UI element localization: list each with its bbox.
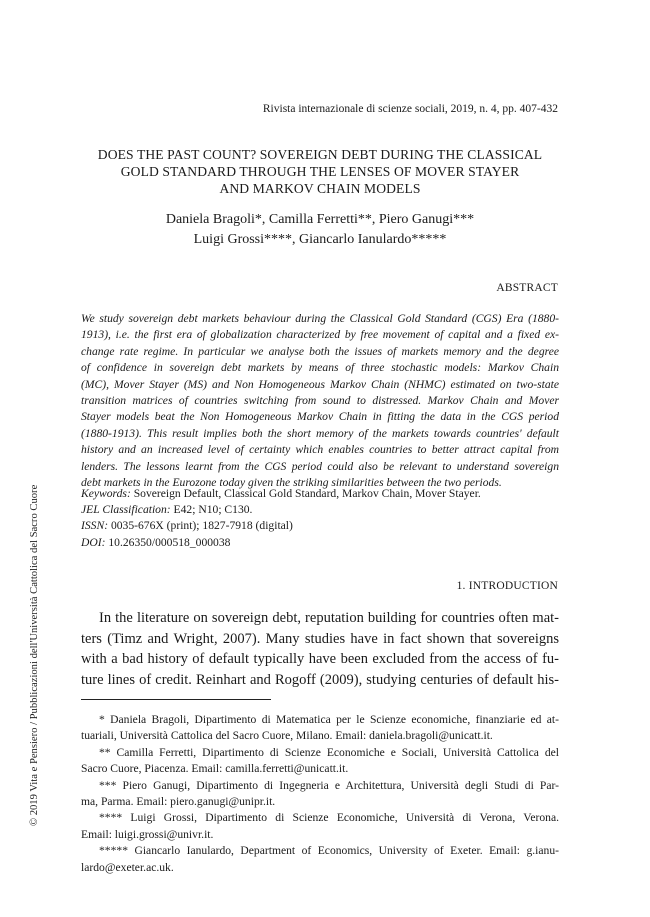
footnote-line: ***** Giancarlo Ianulardo, Department of Economics, University of Exeter. Email: g.ianu- bbox=[99, 844, 559, 858]
section-heading: 1. INTRODUCTION bbox=[456, 580, 558, 592]
paper-metadata bbox=[81, 486, 481, 551]
author-list bbox=[80, 210, 560, 250]
jel-label: JEL Classification: bbox=[81, 503, 171, 517]
footnote-line: Sacro Cuore, Piacenza. Email: camilla.ferretti@unicatt.it. bbox=[81, 762, 349, 776]
abstract-line: of confidence in sovereign debt markets by means of three stochastic models: Markov Chain bbox=[81, 361, 559, 375]
doi-label: DOI: bbox=[81, 535, 106, 549]
keywords-line bbox=[81, 486, 481, 502]
paper-title bbox=[80, 146, 560, 197]
footnote-line: * Daniela Bragoli, Dipartimento di Matematica per le Scienze economiche, finanziarie ed at- bbox=[99, 713, 559, 726]
abstract-heading: ABSTRACT bbox=[496, 282, 558, 294]
journal-citation: Rivista internazionale di scienze sociali, 2019, n. 4, pp. 407-432 bbox=[262, 103, 558, 115]
issn-value: 0035-676X (print); 1827-7918 (digital) bbox=[108, 519, 293, 533]
abstract-line: 1913), i.e. the first era of globalization characterized by free movement of capital and a fixed ex- bbox=[81, 328, 559, 342]
title-line: DOES THE PAST COUNT? SOVEREIGN DEBT DURING THE CLASSICAL bbox=[97, 147, 543, 162]
intro-line: ters (Timz and Wright, 2007). Many studies have in fact shown that sovereigns bbox=[81, 630, 559, 647]
footnote-line: lardo@exeter.ac.uk. bbox=[81, 860, 174, 874]
abstract-text bbox=[81, 311, 559, 491]
title-line: AND MARKOV CHAIN MODELS bbox=[219, 181, 421, 196]
footnote-line: *** Piero Ganugi, Dipartimento di Ingegneria e Architettura, Università degli Studi di Par- bbox=[99, 778, 559, 792]
footnote-line: ** Camilla Ferretti, Dipartimento di Scienze Economiche e Sociali, Università Cattolica del bbox=[99, 745, 559, 759]
footnotes bbox=[81, 712, 559, 876]
introduction-text bbox=[81, 608, 559, 690]
title-line: GOLD STANDARD THROUGH THE LENSES OF MOVER STAYER bbox=[120, 164, 520, 179]
issn-label: ISSN: bbox=[81, 519, 109, 533]
issn-line bbox=[81, 518, 481, 534]
author-line: Daniela Bragoli*, Camilla Ferretti**, Piero Ganugi*** bbox=[165, 212, 475, 227]
abstract-line: We study sovereign debt markets behaviour during the Classical Gold Standard (CGS) Era (1880- bbox=[81, 312, 559, 325]
abstract-line: (1880-1913). This result implies both the short memory of the markets towards countries' default bbox=[81, 426, 559, 440]
keywords-value: Sovereign Default, Classical Gold Standard, Markov Chain, Mover Stayer. bbox=[130, 487, 481, 500]
doi-value: 10.26350/000518_000038 bbox=[105, 535, 231, 549]
footnote-line: Email: luigi.grossi@univr.it. bbox=[81, 827, 214, 841]
abstract-line: (MC), Mover Stayer (MS) and Non Homogeneous Markov Chain (NHMC) estimated on two-state bbox=[81, 377, 559, 391]
abstract-line: lenders. The lessons learnt from the CGS period could also be relevant to understand sovereign bbox=[81, 459, 559, 473]
abstract-line: history and an increased level of certainty which enables countries to better attract capital from bbox=[81, 443, 559, 457]
intro-line: In the literature on sovereign debt, reputation building for countries often mat- bbox=[99, 610, 559, 626]
intro-line: with a bad history of default typically have been excluded from the access of fu- bbox=[81, 651, 559, 668]
jel-value: E42; N10; C130. bbox=[170, 503, 253, 517]
footnote-line: **** Luigi Grossi, Dipartimento di Scienze Economiche, Università di Verona, Verona. bbox=[99, 811, 559, 825]
footnote-line: ma, Parma. Email: piero.ganugi@unipr.it. bbox=[81, 795, 276, 809]
abstract-line: Stayer models beat the Non Homogeneous Markov Chain in fitting the data in the CGS period bbox=[81, 410, 559, 424]
abstract-line: debt markets in the Eurozone today given the striking similarities between the two periods. bbox=[81, 476, 502, 490]
author-line: Luigi Grossi****, Giancarlo Ianulardo***** bbox=[193, 232, 447, 247]
keywords-label: Keywords: bbox=[81, 487, 131, 500]
abstract-line: transition matrices of countries switching from sound to distressed. Markov Chain and Mover bbox=[81, 394, 559, 408]
copyright-notice: © 2019 Vita e Pensiero / Pubblicazioni dell'Università Cattolica del Sacro Cuore bbox=[29, 484, 40, 826]
abstract-line: change rate regime. In particular we analyse both the issues of markets memory and the degree bbox=[81, 344, 559, 358]
intro-line: ture lines of credit. Reinhart and Rogoff (2009), studying centuries of default his- bbox=[81, 671, 559, 688]
jel-line bbox=[81, 502, 481, 518]
doi-line bbox=[81, 535, 481, 551]
footnote-divider bbox=[81, 699, 271, 700]
footnote-line: tuariali, Università Cattolica del Sacro Cuore, Milano. Email: daniela.bragoli@unicatt.it. bbox=[81, 729, 493, 743]
